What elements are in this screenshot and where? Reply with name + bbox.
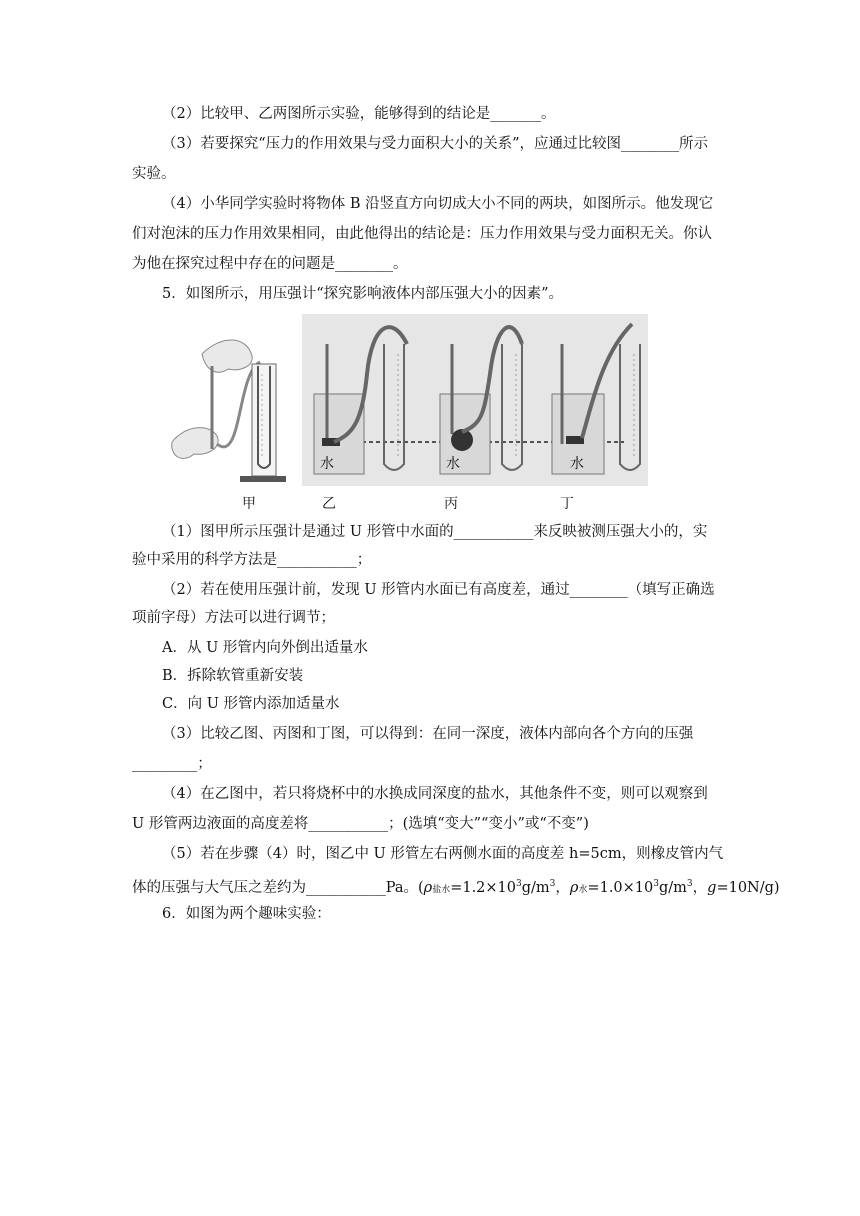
unit-exponent-water: 3 bbox=[686, 879, 693, 889]
rho-symbol: ρ bbox=[423, 879, 433, 896]
q5-part5-text: 体的压强与大气压之差约为___________Pa。( bbox=[132, 879, 424, 896]
density-unit-water: g/m bbox=[659, 879, 687, 896]
q5-part1-line1: （1）图甲所示压强计是通过 U 形管中水面的___________来反映被测压强大小的，实 bbox=[162, 524, 708, 540]
q5-option-c: C．向 U 形管内添加适量水 bbox=[162, 696, 340, 712]
salt-density-value: =1.2×10 bbox=[450, 879, 517, 896]
water-label-yi: 水 bbox=[320, 456, 334, 472]
unit-exponent: 3 bbox=[549, 879, 556, 889]
water-subscript: 水 bbox=[578, 884, 588, 895]
density-unit: g/m bbox=[521, 879, 550, 896]
water-label-bing: 水 bbox=[446, 456, 460, 472]
exponent-water: 3 bbox=[653, 879, 659, 889]
caption-yi: 乙 bbox=[322, 496, 336, 512]
water-density-value: =1.0×10 bbox=[587, 879, 654, 896]
hand-pressing-illustration bbox=[172, 340, 260, 459]
q4-part4-line1: （4）小华同学实验时将物体 B 沿竖直方向切成大小不同的两块，如图所示。他发现它 bbox=[162, 196, 714, 212]
q5-option-b: B．拆除软管重新安装 bbox=[162, 668, 304, 684]
q5-part3-line2: _________； bbox=[132, 756, 212, 772]
q5-part4-line2: U 形管两边液面的高度差将___________；(选填“变大”“变小”或“不变”) bbox=[132, 816, 589, 832]
caption-bing: 丙 bbox=[444, 496, 458, 512]
q5-title: 5．如图所示，用压强计“探究影响液体内部压强大小的因素”。 bbox=[162, 286, 564, 302]
g-value: =10N/g) bbox=[716, 879, 780, 896]
q4-part3-line2: 实验。 bbox=[132, 166, 176, 182]
g-symbol: g bbox=[707, 879, 717, 896]
salt-water-subscript: 盐水 bbox=[432, 884, 451, 895]
caption-jia: 甲 bbox=[242, 496, 256, 512]
separator: ， bbox=[555, 879, 570, 896]
separator-2: ， bbox=[692, 879, 708, 896]
water-label-ding: 水 bbox=[570, 456, 584, 472]
caption-ding: 丁 bbox=[560, 496, 574, 512]
q4-part4-line3: 为他在探究过程中存在的问题是________。 bbox=[132, 256, 408, 272]
q6-title: 6．如图为两个趣味实验： bbox=[162, 906, 331, 922]
q5-option-a: A．从 U 形管内向外倒出适量水 bbox=[162, 640, 368, 656]
q5-part4-line1: （4）在乙图中，若只将烧杯中的水换成同深度的盐水，其他条件不变，则可以观察到 bbox=[162, 786, 708, 802]
q5-part2-line2: 项前字母）方法可以进行调节； bbox=[132, 610, 335, 626]
rho-symbol-water: ρ bbox=[569, 879, 579, 896]
q4-part4-line2: 们对泡沫的压力作用效果相同，由此他得出的结论是：压力作用效果与受力面积无关。你认 bbox=[132, 226, 712, 242]
q5-part3-line1: （3）比较乙图、丙图和丁图，可以得到：在同一深度，液体内部向各个方向的压强 bbox=[162, 726, 694, 742]
q5-part2-line1: （2）若在使用压强计前，发现 U 形管内水面已有高度差，通过________（填写正确选 bbox=[162, 582, 715, 598]
q5-part5-line2 bbox=[132, 874, 780, 900]
q5-part5-line1: （5）若在步骤（4）时，图乙中 U 形管左右两侧水面的高度差 h=5cm，则橡皮管内气 bbox=[162, 846, 724, 862]
q5-part1-line2: 验中采用的科学方法是___________； bbox=[132, 552, 372, 568]
q4-part3-line1: （3）若要探究“压力的作用效果与受力面积大小的关系”，应通过比较图________所示 bbox=[162, 136, 709, 152]
q4-part2: （2）比较甲、乙两图所示实验，能够得到的结论是_______。 bbox=[162, 106, 556, 122]
pressure-gauge-figure bbox=[162, 314, 648, 514]
exponent: 3 bbox=[516, 879, 522, 889]
